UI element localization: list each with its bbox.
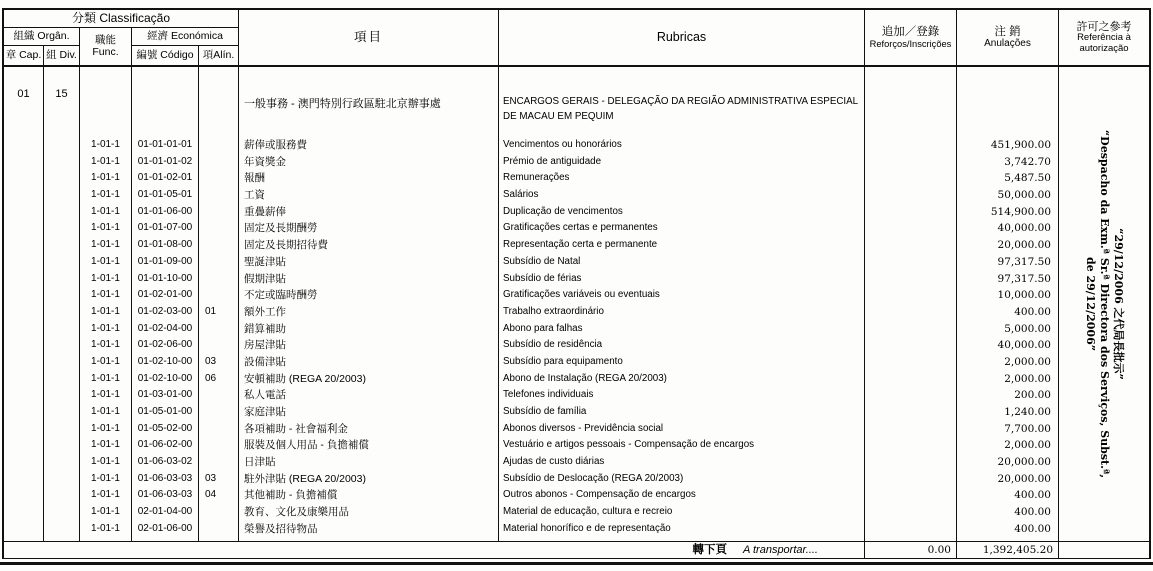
- func-code: 1-01-1: [91, 456, 120, 468]
- anulacao-amount: 5,487.50: [1004, 172, 1051, 185]
- anulacao-amount: 40,000.00: [997, 339, 1051, 352]
- anulacao-amount: 2,000.00: [1004, 372, 1051, 385]
- rubrica-pt: Representação certa e permanente: [503, 239, 658, 251]
- alinea-code: [199, 271, 238, 288]
- item-zh: 錯算補助: [244, 322, 286, 335]
- rubrica-pt: Ajudas de custo diárias: [503, 456, 605, 468]
- carry-forward-pt: A transportar....: [743, 544, 818, 556]
- rubrica-pt: Subsídio de Natal: [503, 255, 581, 267]
- rubrica-pt: Material de educação, cultura e recreio: [503, 506, 673, 518]
- func-code: 1-01-1: [91, 139, 120, 150]
- func-code: 1-01-1: [91, 255, 120, 267]
- anulacao-amount: 97,317.50: [997, 272, 1051, 285]
- economic-code: 01-01-08-00: [137, 239, 193, 251]
- rubrica-pt: Gratificações certas e permanentes: [503, 222, 658, 234]
- rubrica-pt: Prémio de antiguidade: [503, 155, 602, 167]
- economic-code: 01-02-01-00: [137, 289, 193, 301]
- col-header-func: [80, 28, 132, 65]
- anulacao-amount: 400.00: [1014, 305, 1051, 318]
- economic-code: 02-01-04-00: [137, 506, 193, 518]
- alinea-code: [199, 437, 238, 454]
- economic-code: 01-06-02-00: [137, 439, 193, 451]
- alinea-code: [199, 154, 238, 171]
- rubrica-pt: Salários: [503, 189, 539, 201]
- economic-code: 01-01-09-00: [137, 255, 193, 267]
- rubrica-pt: Abono de Instalação (REGA 20/2003): [503, 372, 667, 384]
- col-header-economica: [132, 28, 239, 46]
- economic-code: 01-01-01-02: [137, 155, 193, 167]
- authorization-line-zh: “29/12/2006 之代局長批示”: [1112, 228, 1125, 380]
- item-zh: 不定或臨時酬勞: [244, 289, 318, 302]
- item-zh: 私人電話: [244, 389, 286, 402]
- item-zh: 榮譽及招待物品: [244, 522, 318, 535]
- anulacao-amount: 20,000.00: [997, 239, 1051, 252]
- col-header-orgao: [4, 28, 80, 46]
- anulacao-amount: 10,000.00: [997, 289, 1051, 302]
- rubrica-pt: Subsídio para equipamento: [503, 355, 623, 367]
- rubricas-label: Rubricas: [656, 29, 707, 44]
- alinea-code: [199, 287, 238, 304]
- item-zh: 房屋津貼: [244, 339, 286, 352]
- anulacao-amount: 1,240.00: [1004, 406, 1051, 418]
- economic-code: 01-01-05-01: [137, 189, 193, 201]
- alinea-code: 06: [205, 372, 217, 384]
- table-body: [4, 67, 1149, 541]
- rubrica-pt: Remunerações: [503, 172, 570, 184]
- economic-code: 01-06-03-03: [137, 472, 193, 484]
- item-zh: 家庭津貼: [244, 406, 286, 418]
- economic-code: 01-02-10-00: [137, 372, 193, 384]
- func-code: 1-01-1: [91, 205, 120, 217]
- func-code: 1-01-1: [91, 472, 120, 484]
- item-zh: 駐外津貼 (REGA 20/2003): [244, 472, 366, 485]
- anulacao-amount: 400.00: [1014, 522, 1051, 535]
- func-code: 1-01-1: [91, 355, 120, 367]
- item-zh: 假期津貼: [244, 272, 286, 285]
- func-code: 1-01-1: [91, 239, 120, 251]
- func-code: 1-01-1: [91, 172, 120, 184]
- footer-referencia-cell: [1059, 542, 1149, 558]
- func-code: 1-01-1: [91, 439, 120, 451]
- col-header-cap: [4, 46, 44, 65]
- economic-code: 01-01-01-01: [137, 139, 193, 150]
- column-div: [44, 67, 80, 541]
- col-header-classificacao: [4, 10, 239, 28]
- anulacao-amount: 40,000.00: [997, 222, 1051, 235]
- func-code: 1-01-1: [91, 189, 120, 201]
- func-code: 1-01-1: [91, 289, 120, 301]
- anulacao-amount: 20,000.00: [997, 472, 1051, 485]
- anulacao-amount: 2,000.00: [1004, 355, 1051, 368]
- column-referencia: [1059, 67, 1149, 541]
- alinea-code: [199, 204, 238, 221]
- section-title-pt: [503, 94, 858, 124]
- func-code: 1-01-1: [91, 305, 120, 317]
- anulacao-amount: 2,000.00: [1004, 439, 1051, 452]
- anulacao-amount: 97,317.50: [997, 255, 1051, 268]
- rubrica-pt: Trabalho extraordinário: [503, 305, 604, 317]
- column-item: [239, 67, 499, 541]
- alinea-code: [199, 404, 238, 421]
- column-reforcos: [865, 67, 957, 541]
- reforcos-label-pt: Reforços/Inscrições: [869, 38, 952, 49]
- item-zh: 固定及長期酬勞: [244, 222, 318, 235]
- anulacao-amount: 5,000.00: [1004, 322, 1051, 335]
- column-alin: [199, 67, 239, 541]
- item-zh: 設備津貼: [244, 355, 286, 368]
- anulacao-amount: 451,900.00: [990, 139, 1051, 151]
- func-code: 1-01-1: [91, 389, 120, 401]
- economic-code: 01-02-03-00: [137, 305, 193, 317]
- item-zh: 各項補助 - 社會福利金: [244, 422, 348, 435]
- section-title-pt-line1: ENCARGOS GERAIS - DELEGAÇÃO DA REGIÃO ADMINISTRATIVA ESPECIAL: [503, 96, 859, 107]
- footer-anulacoes-total: 1,392,405.20: [957, 542, 1059, 558]
- alinea-code: [199, 321, 238, 338]
- alin-label: 項Alín.: [202, 48, 235, 61]
- item-zh: 重疊薪俸: [244, 205, 286, 218]
- rubrica-pt: Outros abonos - Compensação de encargos: [503, 489, 696, 501]
- alinea-code: 03: [205, 355, 217, 367]
- rubrica-pt: Telefones individuais: [503, 389, 594, 401]
- referencia-label-pt2: autorização: [1079, 42, 1129, 54]
- item-zh: 日津貼: [244, 456, 276, 469]
- referencia-label-pt1: Referência à: [1077, 32, 1131, 44]
- column-cap: [4, 67, 44, 541]
- alinea-code: 01: [205, 305, 217, 317]
- referencia-label-zh: 許可之參考: [1076, 21, 1132, 34]
- anulacao-amount: 3,742.70: [1004, 155, 1051, 168]
- authorization-line-pt2: de 29/12/2006”: [1084, 256, 1097, 352]
- cap-label: 章 Cap.: [5, 48, 42, 61]
- anulacao-amount: 7,700.00: [1004, 422, 1051, 435]
- bottom-double-rule: [0, 562, 1153, 565]
- func-code: 1-01-1: [91, 322, 120, 334]
- budget-table: [2, 8, 1151, 559]
- item-zh: 工資: [244, 189, 265, 202]
- anulacao-amount: 514,900.00: [990, 205, 1051, 218]
- col-header-codigo: [132, 46, 199, 65]
- footer-reforcos-total: 0.00: [865, 542, 957, 558]
- alinea-code: [199, 387, 238, 404]
- authorization-note: [1083, 89, 1125, 519]
- col-header-reforcos: [865, 10, 957, 65]
- alinea-code: 03: [205, 472, 217, 484]
- col-header-item: [239, 10, 499, 65]
- alinea-code: 04: [205, 489, 217, 501]
- rubrica-pt: Subsídio de Deslocação (REGA 20/2003): [503, 472, 684, 484]
- alinea-code: [199, 137, 238, 154]
- economic-code: 01-02-06-00: [137, 339, 193, 351]
- alinea-code: [199, 170, 238, 187]
- col-header-alin: [199, 46, 239, 65]
- anulacao-amount: 400.00: [1014, 489, 1051, 502]
- alinea-code: [199, 237, 238, 254]
- cap-value: 01: [17, 88, 30, 100]
- func-code: 1-01-1: [91, 222, 120, 234]
- rubrica-pt: Vestuário e artigos pessoais - Compensação de encargos: [503, 439, 755, 451]
- alinea-code: [199, 504, 238, 521]
- column-rubricas: [499, 67, 865, 541]
- col-header-anulacoes: [957, 10, 1059, 65]
- func-code: 1-01-1: [91, 422, 120, 434]
- func-label-zh: 職能: [95, 33, 116, 46]
- anulacoes-label-pt: Anulações: [984, 38, 1031, 50]
- func-code: 1-01-1: [91, 339, 120, 351]
- carry-forward-cell: [4, 542, 865, 558]
- func-label-pt: Func.: [92, 45, 119, 58]
- div-label: 組 Div.: [46, 48, 77, 61]
- economic-code: 01-06-03-03: [137, 489, 193, 501]
- economic-code: 01-03-01-00: [137, 389, 193, 401]
- carry-forward-zh: 轉下頁: [692, 544, 727, 556]
- col-header-rubricas: [499, 10, 865, 65]
- func-code: 1-01-1: [91, 522, 120, 534]
- economic-code: 01-02-10-00: [137, 355, 193, 367]
- alinea-code: [199, 421, 238, 438]
- col-header-referencia: [1059, 10, 1149, 65]
- economic-code: 01-05-02-00: [137, 422, 193, 434]
- func-code: 1-01-1: [91, 489, 120, 501]
- rubrica-pt: Vencimentos ou honorários: [503, 139, 622, 150]
- rubrica-pt: Material honorífico e de representação: [503, 522, 671, 534]
- authorization-line-pt1: “Despacho da Exm.ª Sr.ª Directora dos Serviços, Subst.ª,: [1098, 129, 1111, 479]
- table-footer: [4, 541, 1149, 558]
- column-anulacoes: [957, 67, 1059, 541]
- orgao-label: 組織 Orgân.: [13, 29, 70, 42]
- func-code: 1-01-1: [91, 406, 120, 417]
- item-label: 項目: [353, 29, 383, 44]
- rubrica-pt: Subsídio de residência: [503, 339, 603, 351]
- codigo-label: 編號 Código: [136, 48, 194, 61]
- alinea-code: [199, 454, 238, 471]
- economic-code: 01-01-10-00: [137, 272, 193, 284]
- func-code: 1-01-1: [91, 372, 120, 384]
- rubrica-pt: Subsídio de férias: [503, 272, 582, 284]
- classificacao-label: 分類 Classificação: [71, 10, 171, 25]
- item-zh: 聖誕津貼: [244, 255, 286, 268]
- rubrica-pt: Subsídio de família: [503, 406, 587, 417]
- func-code: 1-01-1: [91, 155, 120, 167]
- item-zh: 服裝及個人用品 - 負擔補償: [244, 439, 369, 452]
- section-title-zh: 一般事務 - 澳門特別行政區駐北京辦事處: [244, 98, 441, 110]
- item-zh: 額外工作: [244, 305, 286, 318]
- rubrica-pt: Abono para falhas: [503, 322, 583, 334]
- func-code: 1-01-1: [91, 506, 120, 518]
- alinea-code: [199, 337, 238, 354]
- item-zh: 薪俸或服務費: [244, 139, 307, 151]
- economic-code: 01-01-07-00: [137, 222, 193, 234]
- rubrica-pt: Duplicação de vencimentos: [503, 205, 623, 217]
- item-zh: 其他補助 - 負擔補償: [244, 489, 338, 502]
- alinea-code: [199, 521, 238, 538]
- column-func: [80, 67, 132, 541]
- anulacao-amount: 200.00: [1014, 389, 1051, 402]
- economic-code: 01-05-01-00: [137, 406, 193, 417]
- anulacao-amount: 400.00: [1014, 506, 1051, 519]
- anulacoes-label-zh: 注 銷: [994, 25, 1021, 38]
- economic-code: 02-01-06-00: [137, 522, 193, 534]
- alinea-code: [199, 220, 238, 237]
- column-codigo: [132, 67, 199, 541]
- func-code: 1-01-1: [91, 272, 120, 284]
- col-header-div: [44, 46, 80, 65]
- anulacao-amount: 20,000.00: [997, 456, 1051, 469]
- anulacao-amount: 50,000.00: [997, 189, 1051, 202]
- economic-code: 01-01-06-00: [137, 205, 193, 217]
- rubrica-pt: Gratificações variáveis ou eventuais: [503, 289, 660, 301]
- economic-code: 01-02-04-00: [137, 322, 193, 334]
- economica-label: 經濟 Económica: [147, 29, 223, 42]
- alinea-code: [199, 187, 238, 204]
- economic-code: 01-01-02-01: [137, 172, 193, 184]
- economic-code: 01-06-03-02: [137, 456, 193, 468]
- item-zh: 報酬: [244, 172, 265, 185]
- item-zh: 年資獎金: [244, 155, 286, 168]
- table-header: [4, 10, 1149, 67]
- section-title-pt-line2: DE MACAU EM PEQUIM: [503, 111, 614, 122]
- reforcos-label-zh: 追加／登錄: [881, 26, 940, 39]
- div-value: 15: [55, 88, 68, 100]
- rubrica-pt: Abonos diversos - Previdência social: [503, 422, 664, 434]
- item-zh: 安頓補助 (REGA 20/2003): [244, 372, 366, 385]
- item-zh: 教育、文化及康樂用品: [244, 506, 349, 519]
- alinea-code: [199, 254, 238, 271]
- item-zh: 固定及長期招待費: [244, 239, 328, 252]
